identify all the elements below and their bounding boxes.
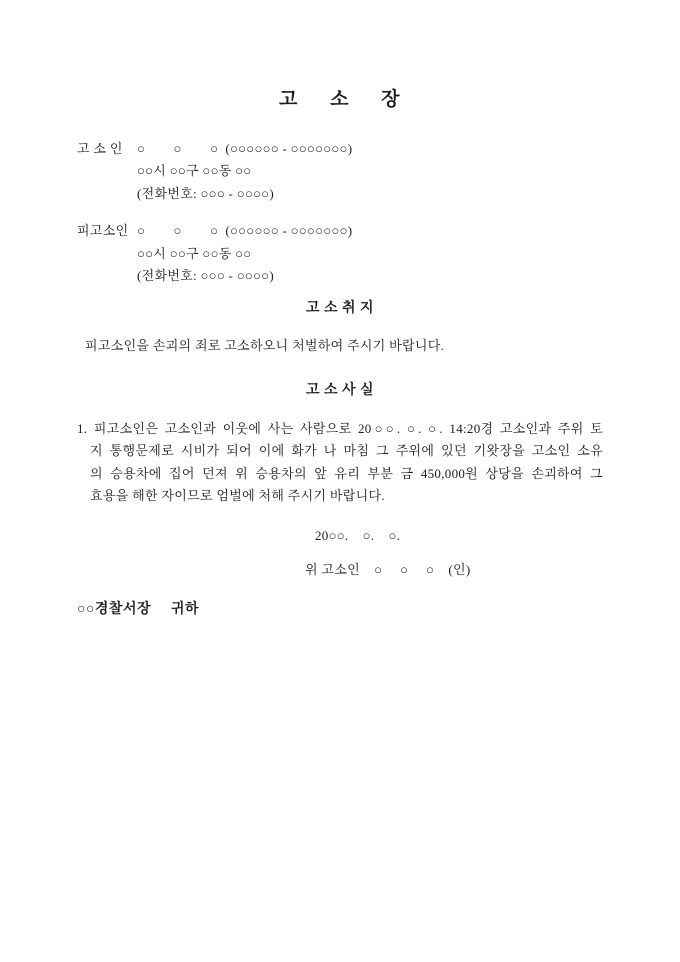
defendant-phone: (전화번호: ○○○ - ○○○○) — [137, 268, 274, 284]
defendant-label: 피고소인 — [77, 223, 129, 239]
purpose-heading: 고 소 취 지 — [305, 301, 375, 317]
document-title: 고 소 장 — [278, 89, 402, 110]
complainant-name-row — [77, 138, 603, 160]
facts-line-1: 1. 피고소인은 고소인과 이웃에 사는 사람으로 20○○. ○. ○. 14:20경 고소인과 주위 토 — [77, 420, 603, 436]
facts-paragraph — [77, 418, 603, 508]
facts-line-3: 의 승용차에 집어 던져 위 승용차의 앞 유리 부분 금 450,000원 상당을 손괴하여 그 — [90, 465, 603, 481]
date-line: 20○○. ○. ○. — [315, 528, 401, 544]
defendant-name-row — [77, 220, 603, 242]
recipient-line: ○○경찰서장 귀하 — [77, 602, 200, 618]
complainant-label: 고 소 인 — [77, 141, 123, 156]
defendant-address: ○○시 ○○구 ○○동 ○○ — [137, 245, 252, 261]
facts-line-2: 지 통행문제로 시비가 되어 이에 화가 나 마침 그 주위에 있던 기왓장을 고소인 소유 — [90, 443, 603, 459]
complainant-phone: (전화번호: ○○○ - ○○○○) — [137, 185, 274, 201]
complainant-address: ○○시 ○○구 ○○동 ○○ — [137, 163, 252, 179]
purpose-text: 피고소인을 손괴의 죄로 고소하오니 처벌하여 주시기 바랍니다. — [85, 338, 445, 354]
defendant-name: ○ ○ ○ (○○○○○○ - ○○○○○○○) — [137, 223, 353, 239]
facts-line-4: 효용을 해한 자이므로 엄벌에 처해 주시기 바랍니다. — [90, 488, 385, 504]
complainant-name: ○ ○ ○ (○○○○○○ - ○○○○○○○) — [137, 141, 353, 156]
defendant-section — [77, 220, 603, 287]
signer-line: 위 고소인 ○ ○ ○ (인) — [305, 561, 471, 577]
complainant-section — [77, 138, 603, 205]
facts-heading: 고 소 사 실 — [305, 382, 375, 398]
